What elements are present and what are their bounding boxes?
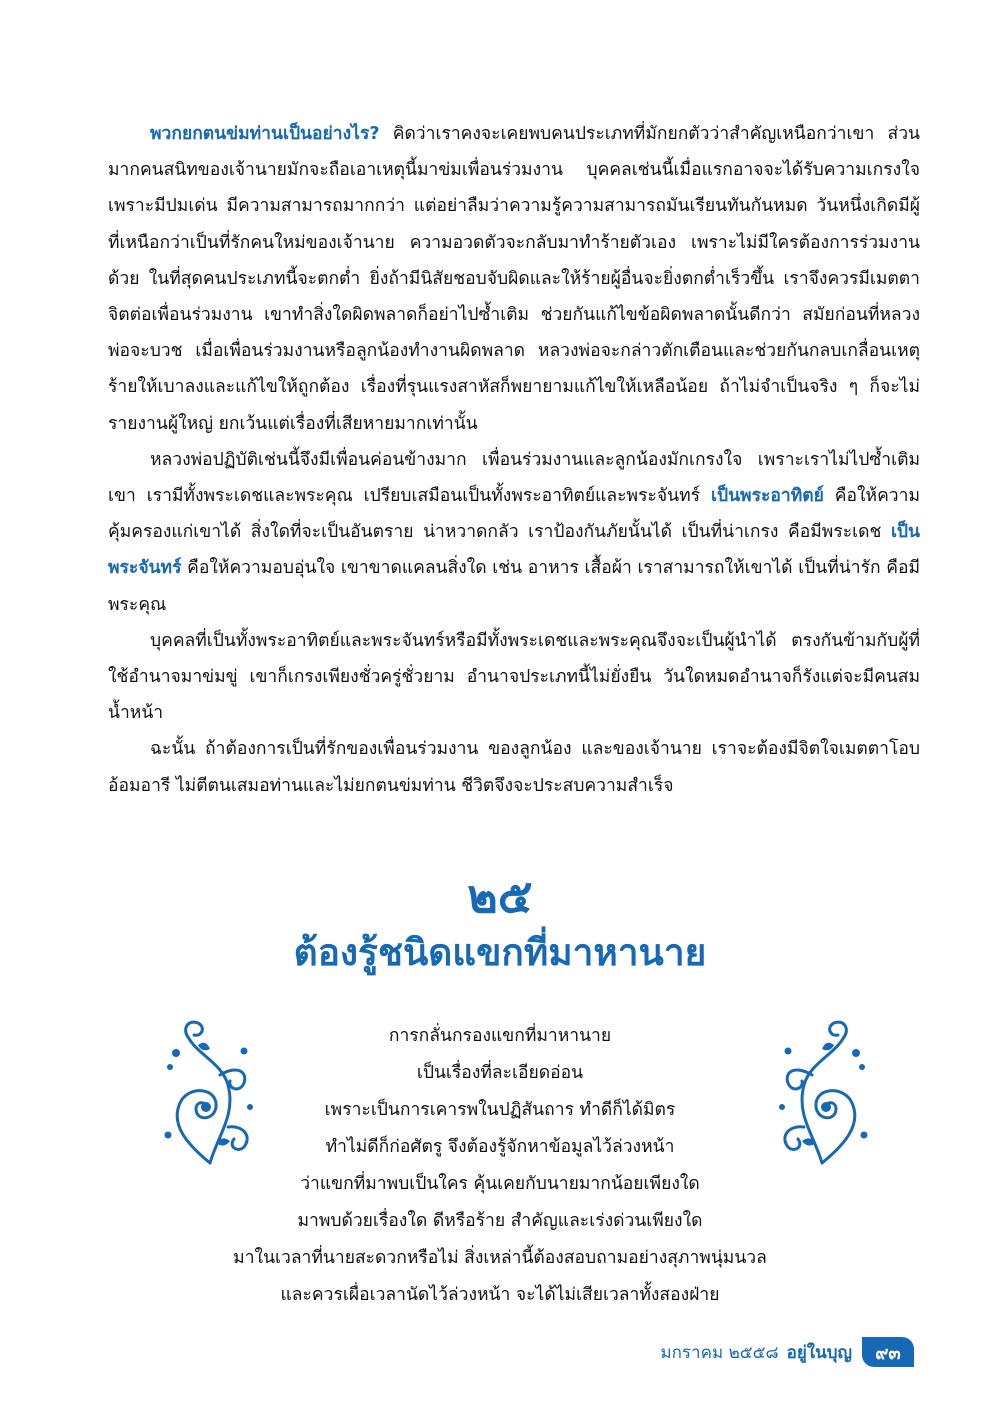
verse-line: และควรเผื่อเวลานัดไว้ล่วงหน้า จะได้ไม่เสียเวลาทั้งสองฝ่าย	[280, 1285, 720, 1305]
page-number: ๙๓	[862, 1337, 914, 1367]
issue-date: มกราคม ๒๕๕๘	[660, 1342, 779, 1363]
highlight-moon: เป็นพระจันทร์	[108, 522, 920, 579]
subheading-highlight: พวกยกตนข่มท่านเป็นอย่างไร?	[150, 124, 380, 144]
verse-line: การกลั่นกรองแขกที่มาหานาย	[388, 1026, 612, 1046]
verse-line: ว่าแขกที่มาพบเป็นใคร คุ้นเคยกับนายมากน้อยเพียงใด	[300, 1174, 700, 1194]
article-body	[108, 116, 920, 804]
chapter-title: ต้องรู้ชนิดแขกที่มาหานาย	[293, 931, 707, 974]
highlight-sun: เป็นพระอาทิตย์	[710, 486, 824, 507]
verse-line: ทำไม่ดีก็ก่อศัตรู จึงต้องรู้จักหาข้อมูลไว้ล่วงหน้า	[325, 1137, 675, 1157]
verse-line: เพราะเป็นการเคารพในปฏิสันถาร ทำดีก็ได้มิตร	[324, 1100, 676, 1120]
paragraph-2-text-c: คือให้ความอบอุ่นใจ เขาขาดแคลนสิ่งใด เช่น อาหาร เสื้อผ้า เราสามารถให้เขาได้ เป็นที่น่ารัก คือมีพระคุณ	[108, 558, 920, 615]
verse-line: มาในเวลาที่นายสะดวกหรือไม่ สิ่งเหล่านี้ต้องสอบถามอย่างสุภาพนุ่มนวล	[233, 1248, 767, 1268]
paragraph-2-text-b: คือให้ความคุ้มครองแก่เขาได้ สิ่งใดที่จะเป็นอันตราย น่าหวาดกลัว เราป้องกันภัยนั้นได้ เป็นที่น่าเกรง คือมีพระเดช	[108, 486, 920, 543]
paragraph-3: บุคคลที่เป็นทั้งพระอาทิตย์และพระจันทร์หรือมีทั้งพระเดชและพระคุณจึงจะเป็นผู้นำได้ ตรงกันข้ามกับผู้ที่ใช้อำนาจมาข่มขู่ เขาก็เกรงเพียงชั่วครู่ชั่วยาม อำนาจประเภทนี้ไม่ยั่งยืน วันใดหมดอำนาจก็รังแต่จะมีคนสมน้ำหน้า	[108, 630, 920, 724]
page-footer	[660, 1335, 914, 1369]
paragraph-1	[108, 116, 920, 442]
paragraph-2	[108, 442, 920, 623]
chapter-number: ๒๕	[467, 869, 533, 923]
paragraph-4: ฉะนั้น ถ้าต้องการเป็นที่รักของเพื่อนร่วมงาน ของลูกน้อง และของเจ้านาย เราจะต้องมีจิตใจเมตตาโอบอ้อมอารี ไม่ตีตนเสมอท่านและไม่ยกตนข่มท่าน ชีวิตจึงจะประสบความสำเร็จ	[108, 739, 920, 796]
verse-line: มาพบด้วยเรื่องใด ดีหรือร้าย สำคัญและเร่งด่วนเพียงใด	[297, 1211, 703, 1231]
paragraph-1-text: คิดว่าเราคงจะเคยพบคนประเภทที่มักยกตัวว่าสำคัญเหนือกว่าเขา ส่วนมากคนสนิทของเจ้านายมักจะถือเอาเหตุนี้มาข่มเพื่อนร่วมงาน บุคคลเช่นนี้เมื่อแรกอาจจะได้รับความเกรงใจ เพราะมีปมเด่น มีความสามารถมากกว่า แต่อย่าลืมว่าความรู้ความสามารถมันเรียนทันกันหมด วันหนึ่งเกิดมีผู้ที่เหนือกว่าเป็นที่รักคนใหม่ของเจ้านาย ความอวดตัวจะกลับมาทำร้ายตัวเอง เพราะไม่มีใครต้องการร่วมงานด้วย ในที่สุดคนประเภทนี้จะตกต่ำ ยิ่งถ้ามีนิสัยชอบจับผิดและให้ร้ายผู้อื่นจะยิ่งตกต่ำเร็วขึ้น เราจึงควรมีเมตตาจิตต่อเพื่อนร่วมงาน เขาทำสิ่งใดผิดพลาดก็อย่าไปซ้ำเติม ช่วยกันแก้ไขข้อผิดพลาดนั้นดีกว่า สมัยก่อนที่หลวงพ่อจะบวช เมื่อเพื่อนร่วมงานหรือลูกน้องทำงานผิดพลาด หลวงพ่อจะกล่าวตักเตือนและช่วยกันกลบเกลื่อนเหตุร้ายให้เบาลงและแก้ไขให้ถูกต้อง เรื่องที่รุนแรงสาหัสก็พยายามแก้ไขให้เหลือน้อย ถ้าไม่จำเป็นจริง ๆ ก็จะไม่รายงานผู้ใหญ่ ยกเว้นแต่เรื่องที่เสียหายมากเท่านั้น	[108, 124, 920, 434]
intro-verse	[180, 1018, 820, 1314]
verse-line: เป็นเรื่องที่ละเอียดอ่อน	[416, 1063, 584, 1083]
magazine-name: อยู่ในบุญ	[786, 1342, 852, 1363]
paragraph-2-text-a: หลวงพ่อปฏิบัติเช่นนี้จึงมีเพื่อนค่อนข้างมาก เพื่อนร่วมงานและลูกน้องมักเกรงใจ เพราะเราไม่ไปซ้ำเติมเขา เรามีทั้งพระเดชและพระคุณ เปรียบเสมือนเป็นทั้งพระอาทิตย์และพระจันทร์	[108, 449, 920, 507]
